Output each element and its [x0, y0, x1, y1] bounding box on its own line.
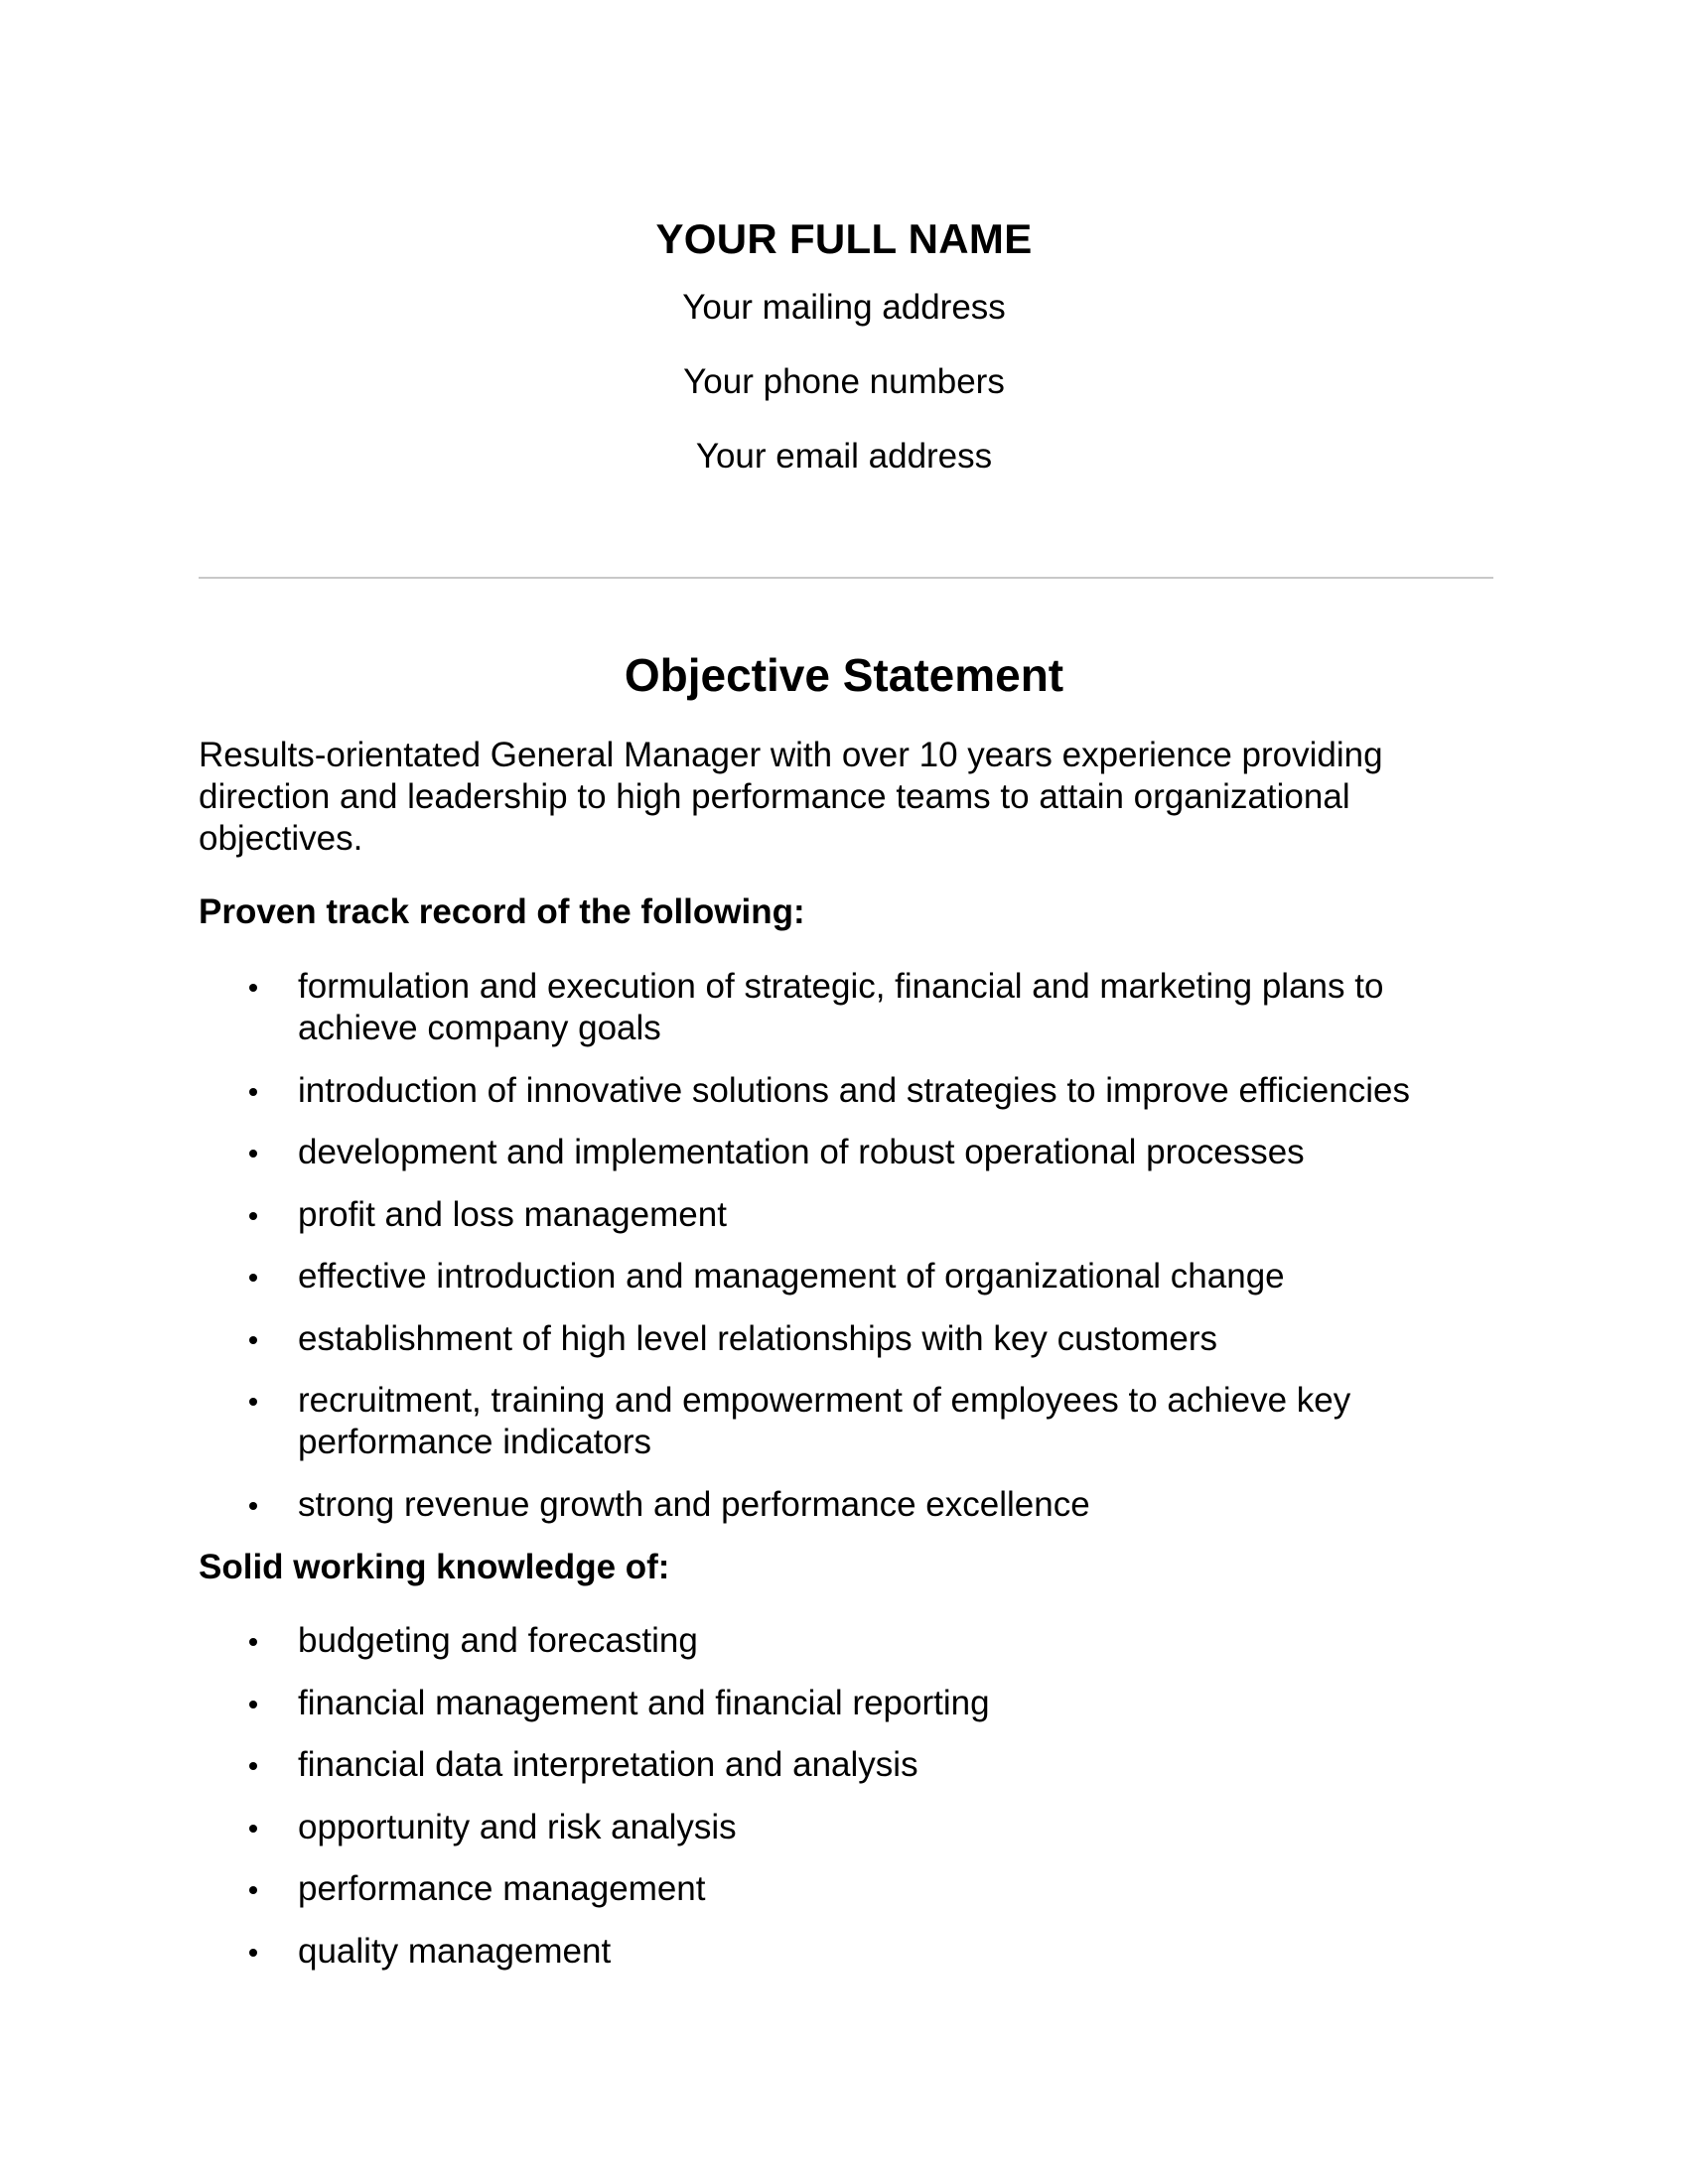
contact-header: [0, 208, 1688, 493]
list-item-text: introduction of innovative solutions and strategies to improve efficiencies: [298, 1070, 1410, 1110]
full-name: YOUR FULL NAME: [655, 215, 1033, 262]
bullet-icon: [249, 1638, 257, 1646]
mailing-address: Your mailing address: [682, 288, 1006, 327]
list-item-text: development and implementation of robust operational processes: [298, 1133, 1305, 1171]
bullet-icon: [249, 1336, 257, 1344]
email-address: Your email address: [695, 437, 993, 476]
list-item-text: establishment of high level relationships with key customers: [298, 1318, 1217, 1358]
list-item: [199, 1744, 1509, 1786]
bullet-icon: [249, 1701, 257, 1708]
bullet-icon: [249, 1212, 257, 1220]
knowledge-heading: Solid working knowledge of:: [199, 1548, 670, 1586]
bullet-icon: [249, 1886, 257, 1894]
list-item: [199, 1683, 1509, 1724]
list-item-text: performance management: [298, 1869, 706, 1908]
list-item-text: recruitment, training and empowerment of employees to achieve key performance indicators: [298, 1381, 1351, 1461]
list-item: [199, 1070, 1509, 1112]
list-item: [199, 1620, 1509, 1662]
list-item: [199, 1807, 1509, 1848]
list-item: [199, 1868, 1509, 1910]
track-record-heading: Proven track record of the following:: [199, 892, 805, 931]
bullet-icon: [249, 984, 257, 992]
objective-title: Objective Statement: [624, 649, 1064, 701]
list-item-text: financial data interpretation and analysis: [298, 1745, 918, 1784]
list-item: [199, 1132, 1509, 1173]
bullet-icon: [249, 1150, 257, 1158]
list-item-text: budgeting and forecasting: [298, 1621, 698, 1660]
bullet-icon: [249, 1502, 257, 1510]
bullet-icon: [249, 1398, 257, 1406]
list-item: [199, 1194, 1509, 1236]
track-record-list: [199, 966, 1509, 1546]
phone-numbers: Your phone numbers: [683, 362, 1005, 401]
list-item: [199, 1484, 1509, 1526]
bullet-icon: [249, 1949, 257, 1957]
list-item: [199, 1931, 1509, 1973]
list-item-text: profit and loss management: [298, 1194, 727, 1234]
list-item-text: effective introduction and management of organizational change: [298, 1257, 1285, 1296]
list-item-text: financial management and financial reporting: [298, 1683, 990, 1722]
header-divider: [199, 577, 1493, 579]
list-item-text: opportunity and risk analysis: [298, 1807, 737, 1846]
list-item: [199, 1318, 1509, 1360]
bullet-icon: [249, 1825, 257, 1833]
bullet-icon: [249, 1274, 257, 1282]
list-item: [199, 1380, 1509, 1463]
list-item-text: strong revenue growth and performance excellence: [298, 1484, 1090, 1524]
bullet-icon: [249, 1088, 257, 1096]
list-item: [199, 966, 1509, 1049]
list-item-text: formulation and execution of strategic, financial and marketing plans to achieve company goals: [298, 967, 1384, 1047]
knowledge-list: [199, 1620, 1509, 1992]
bullet-icon: [249, 1762, 257, 1770]
objective-summary: Results-orientated General Manager with over 10 years experience providing direction and leadership to high performance teams to attain organizational objectives.: [199, 736, 1383, 858]
list-item: [199, 1256, 1509, 1297]
list-item-text: quality management: [298, 1931, 612, 1971]
